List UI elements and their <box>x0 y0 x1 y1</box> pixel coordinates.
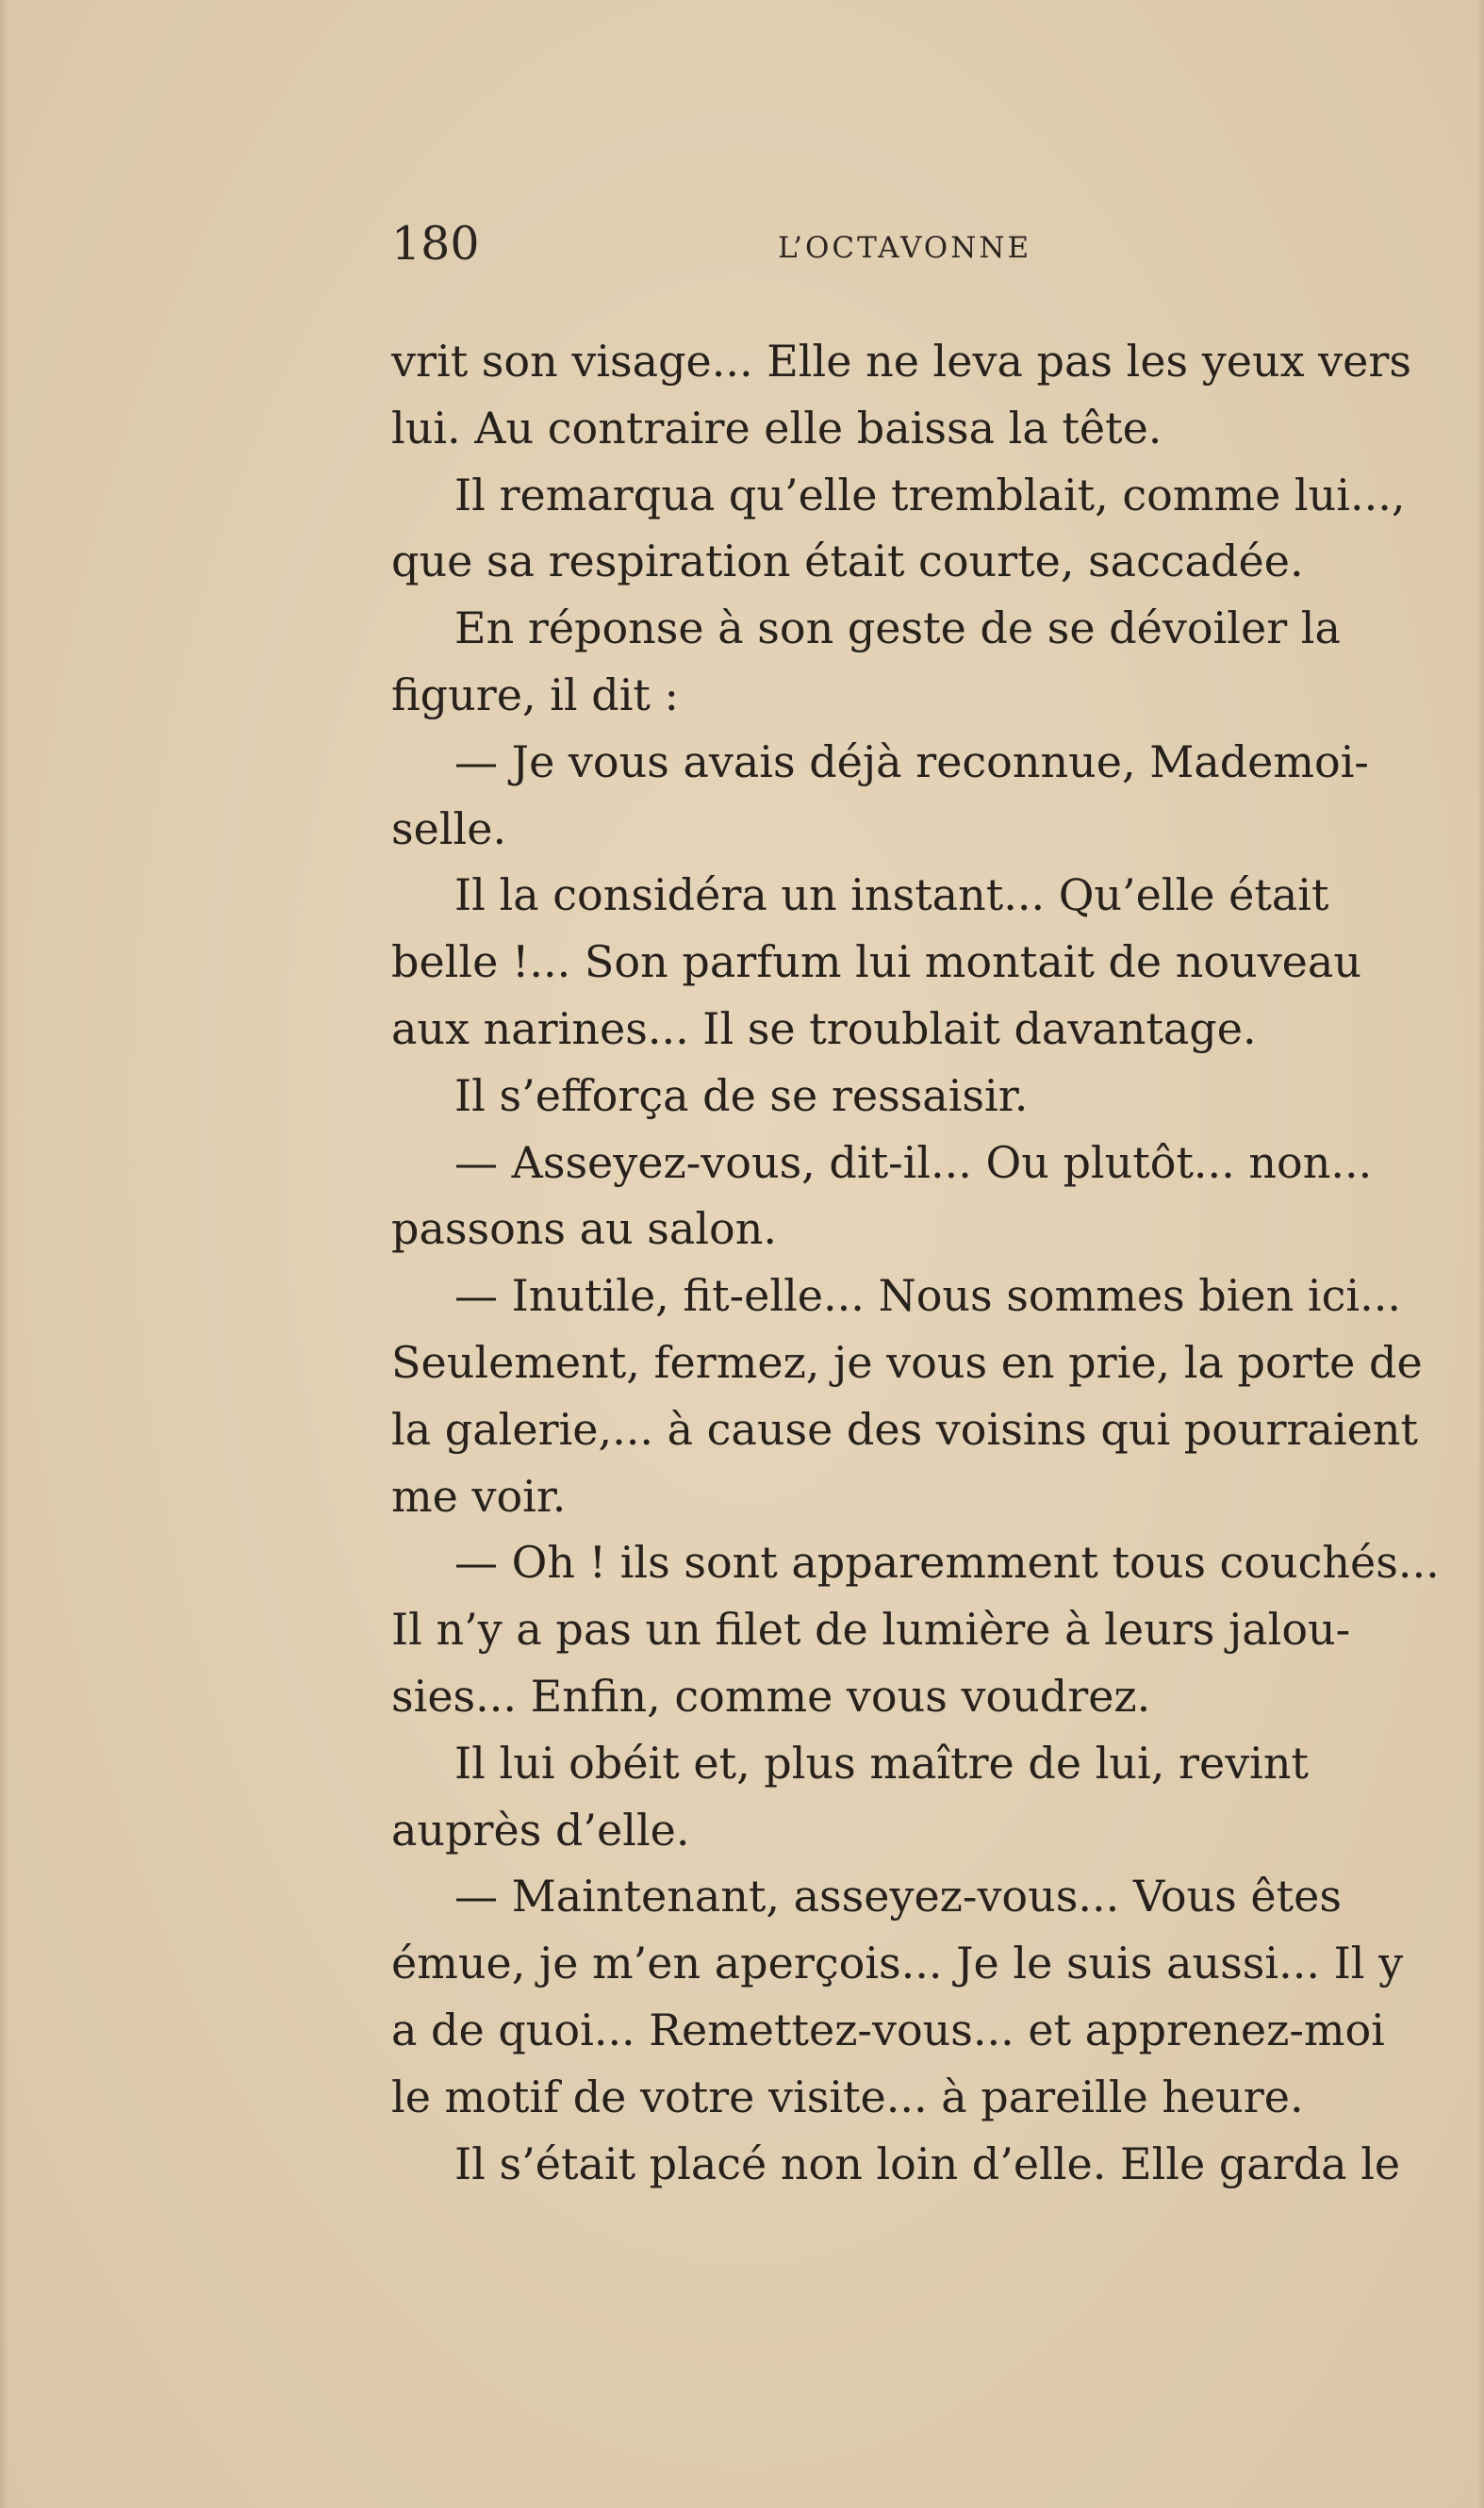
text-line: Il la considéra un instant... Qu’elle était <box>454 869 1329 921</box>
text-line: Il s’efforça de se ressaisir. <box>454 1069 1029 1121</box>
text-line: — Oh ! ils sont apparemment tous couchés... <box>454 1537 1440 1589</box>
page-number: 180 <box>391 217 480 271</box>
page-edge-shadow-left <box>0 0 9 2508</box>
text-line: Il remarqua qu’elle tremblait, comme lui..., <box>454 469 1406 520</box>
text-line: la galerie,... à cause des voisins qui pourraient <box>391 1403 1418 1455</box>
text-line: — Asseyez-vous, dit-il... Ou plutôt... non... <box>454 1136 1373 1188</box>
text-line: — Inutile, fit-elle... Nous sommes bien ici... <box>454 1270 1401 1322</box>
text-line: émue, je m’en aperçois... Je le suis aussi... Il y <box>391 1938 1404 1989</box>
text-line: — Je vous avais déjà reconnue, Mademoi- <box>454 735 1369 787</box>
text-line: Il s’était placé non loin d’elle. Elle garda le <box>454 2137 1401 2189</box>
text-line: Seulement, fermez, je vous en prie, la porte de <box>391 1336 1423 1388</box>
text-line: figure, il dit : <box>391 668 680 720</box>
text-line: le motif de votre visite... à pareille heure. <box>391 2071 1304 2122</box>
text-line: belle !... Son parfum lui montait de nouveau <box>391 936 1361 988</box>
text-line: sies... Enfin, comme vous voudrez. <box>391 1670 1151 1722</box>
text-line: — Maintenant, asseyez-vous... Vous êtes <box>454 1871 1342 1922</box>
text-line: passons au salon. <box>391 1203 777 1255</box>
text-line: Il n’y a pas un filet de lumière à leurs jalou- <box>391 1604 1351 1656</box>
text-line: Il lui obéit et, plus maître de lui, revint <box>454 1737 1310 1789</box>
text-line: En réponse à son geste de se dévoiler la <box>454 602 1341 654</box>
text-line: que sa respiration était courte, saccadée. <box>391 536 1304 587</box>
text-line: aux narines... Il se troublait davantage. <box>391 1002 1257 1054</box>
text-line: me voir. <box>391 1470 567 1522</box>
text-line: vrit son visage... Elle ne leva pas les yeux vers <box>391 336 1411 387</box>
text-line: selle. <box>391 802 507 854</box>
text-line: lui. Au contraire elle baissa la tête. <box>391 402 1162 454</box>
text-line: auprès d’elle. <box>391 1804 690 1856</box>
running-header <box>391 215 1108 281</box>
running-title: L’OCTAVONNE <box>778 231 1032 265</box>
body-text <box>391 328 1484 2197</box>
text-line: a de quoi... Remettez-vous... et apprenez-moi <box>391 2004 1385 2055</box>
